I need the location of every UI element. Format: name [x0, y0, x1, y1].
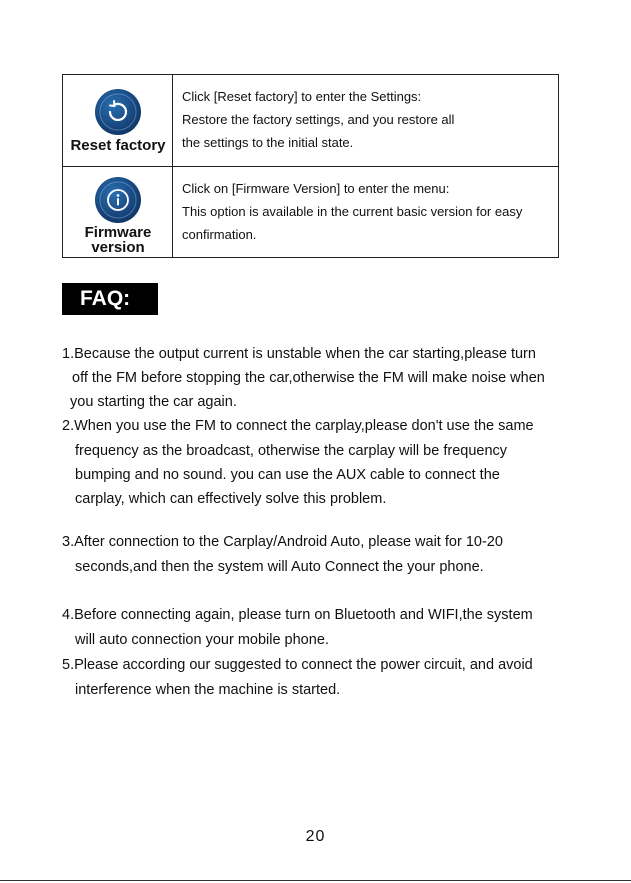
- faq-line: 3.After connection to the Carplay/Android Auto, please wait for 10-20: [62, 534, 503, 550]
- faq-line: carplay, which can effectively solve this problem.: [75, 491, 387, 507]
- faq-line: you starting the car again.: [70, 394, 237, 410]
- faq-line: 5.Please according our suggested to connect the power circuit, and avoid: [62, 657, 533, 673]
- description-line: Restore the factory settings, and you restore all: [182, 112, 455, 127]
- faq-line: off the FM before stopping the car,otherwise the FM will make noise when: [72, 370, 545, 386]
- firmware-info-icon: [95, 177, 141, 223]
- firmware-version-label: [63, 225, 173, 255]
- faq-line: 2.When you use the FM to connect the carplay,please don't use the same: [62, 418, 534, 434]
- page-number: 20: [305, 828, 326, 845]
- firmware-label-line2: version: [91, 239, 145, 256]
- faq-line: will auto connection your mobile phone.: [75, 632, 329, 648]
- settings-table: [62, 74, 559, 258]
- description-line: Click on [Firmware Version] to enter the menu:: [182, 181, 450, 196]
- firmware-version-row: [63, 167, 558, 257]
- reset-factory-icon: [95, 89, 141, 135]
- reset-factory-row: [63, 75, 558, 167]
- faq-line: 1.Because the output current is unstable when the car starting,please turn: [62, 346, 536, 362]
- faq-line: bumping and no sound. you can use the AUX cable to connect the: [75, 467, 500, 483]
- reset-factory-description: [182, 75, 552, 166]
- firmware-version-description: [182, 167, 552, 257]
- faq-line: seconds,and then the system will Auto Connect the your phone.: [75, 559, 484, 575]
- reset-factory-icon-cell: [63, 75, 173, 166]
- description-line: This option is available in the current basic version for easy: [182, 204, 523, 219]
- faq-line: interference when the machine is started.: [75, 682, 341, 698]
- firmware-version-icon-cell: [63, 167, 173, 257]
- description-line: confirmation.: [182, 227, 257, 242]
- faq-heading: FAQ:: [62, 283, 158, 315]
- description-line: the settings to the initial state.: [182, 135, 354, 150]
- reset-factory-label: Reset factory: [70, 137, 166, 154]
- firmware-label-line1: Firmware: [84, 224, 152, 241]
- faq-line: frequency as the broadcast, otherwise the carplay will be frequency: [75, 443, 508, 459]
- description-line: Click [Reset factory] to enter the Settings:: [182, 89, 422, 104]
- footer-rule: [0, 880, 631, 881]
- faq-line: 4.Before connecting again, please turn on Bluetooth and WIFI,the system: [62, 607, 533, 623]
